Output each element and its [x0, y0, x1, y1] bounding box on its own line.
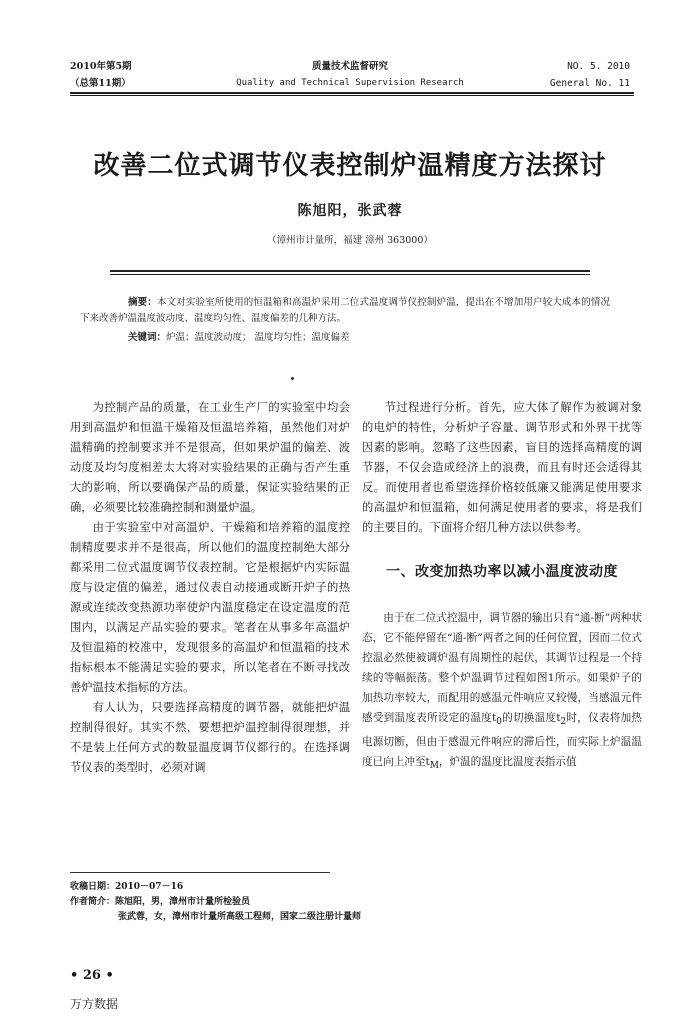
header-journal-cn: 质量技术监督研究: [311, 61, 388, 72]
received-date: 收稿日期：2010－07－16: [70, 882, 184, 892]
section-heading: 一、改变加热功率以减小温度波动度: [386, 564, 618, 580]
footnote-rule: [70, 872, 330, 873]
abstract: [80, 295, 610, 346]
subscript: 0: [496, 717, 502, 728]
header-issue: 2010年第5期: [70, 61, 132, 72]
abstract-label: 摘要：: [128, 297, 157, 308]
subscript: 2: [560, 717, 567, 728]
affiliation: （漳州市计量所，福建 漳州 363000）: [267, 235, 433, 246]
abstract-top-rule: [110, 270, 590, 272]
body-column-right: [362, 398, 642, 776]
watermark: 万方数据: [70, 997, 119, 1011]
text-run: ，炉温的温度比温度表指示值: [438, 756, 577, 769]
paper-title: 改善二位式调节仪表控制炉温精度方法探讨: [93, 151, 607, 181]
header-journal-en: Quality and Technical Supervision Research: [236, 78, 464, 88]
text-run: 时，仪表将加热电源切断，但由于感温元件响应的滞后性，而实际上炉温温度已向上冲至t: [362, 712, 642, 769]
footnote: [70, 880, 630, 925]
abstract-paragraph: [80, 295, 610, 326]
header-total-issue: （总第11期）: [70, 78, 131, 89]
header-general-number: General No. 11: [549, 78, 630, 89]
author-bio: 张武蓉，女，漳州市计量所高级工程师，国家二级注册计量师: [118, 912, 362, 922]
body-paragraph: 由于实验室中对高温炉、干燥箱和培养箱的温度控制精度要求并不是很高，所以他们的温度控制绝大部分都采用二位式温度调节仪表控制。它是根据炉内实际温度与设定值的偏差，通过仪表自动接通或断开炉子的热源或连续改变热源功率使炉内温度稳定在设定温度的范围内，以满足产品实验的要求。笔者在从事多年高温炉及恒温箱的校准中，发现很多的高温炉和恒温箱的技术指标根本不能满足实验的要求，所以笔者在不断寻找改善炉温技术指标的方法。: [70, 521, 350, 694]
abstract-top-rule-thin: [110, 274, 590, 275]
keywords-label: 关键词：: [128, 332, 167, 343]
keywords-text: 炉温；温度波动度； 温度均匀性；温度偏差: [166, 332, 350, 343]
subscript: M: [429, 761, 439, 772]
header-rule: [70, 92, 634, 94]
author-bio: 作者简介：陈旭阳，男，漳州市计量所检验员: [70, 897, 251, 907]
text-run: 的切换温度t: [501, 712, 561, 724]
body-paragraph: [362, 608, 642, 776]
authors: 陈旭阳，张武蓉: [297, 203, 403, 219]
header-number: NO. 5. 2010: [567, 61, 630, 72]
separator-dot: [291, 377, 294, 380]
body-paragraph: 有人认为，只要选择高精度的调节器，就能把炉温控制得很好。其实不然，要想把炉温控制得很理想，并不是装上任何方式的数显温度调节仪都行的。在选择调节仪表的类型时，必须对调: [70, 701, 350, 774]
keywords: [80, 330, 610, 346]
abstract-text: 本文对实验室所使用的恒温箱和高温炉采用二位式温度调节仪控制炉温，提出在不增加用户较大成本的情况下来改善炉温温度波动度、温度均匀性、温度偏差的几种方法。: [80, 297, 610, 324]
body-column-left: [70, 398, 350, 778]
text-run: 由于在二位式控温中，调节器的输出只有“通-断”两种状态，它不能停留在“通-断”两者之间的任何位置，因而二位式控温必然使被调炉温有周期性的起伏，其调节过程是一个持续的等幅振荡。整个炉温调节过程如图1所示。如果炉子的加热功率较大，而配用的感温元件响应又较慢，当感温元件感受到温度表所设定的温度t: [362, 612, 642, 724]
body-paragraph: 为控制产品的质量，在工业生产厂的实验室中均会用到高温炉和恒温干燥箱及恒温培养箱，虽然他们对炉温精确的控制要求并不是很高，但如果炉温的偏差、波动度及均匀度相差太大将对实验结果的正确与否产生重大的影响，所以要确保产品的质量，保证实验结果的正确，必须要比较准确控制和测量炉温。: [70, 401, 350, 514]
header-rule-thin: [70, 95, 634, 96]
body-paragraph: 节过程进行分析。首先，应大体了解作为被调对象的电炉的特性，分析炉子容量、调节形式和外界干扰等因素的影响。忽略了这些因素，盲目的选择高精度的调节器，不仅会造成经济上的浪费，而且有时还会适得其反。而使用者也希望选择价格较低廉又能满足使用要求的高温炉和恒温箱，如何满足使用者的要求，将是我们的主要目的。下面将介绍几种方法以供参考。: [362, 401, 642, 534]
page-number: • 26 •: [70, 968, 114, 983]
